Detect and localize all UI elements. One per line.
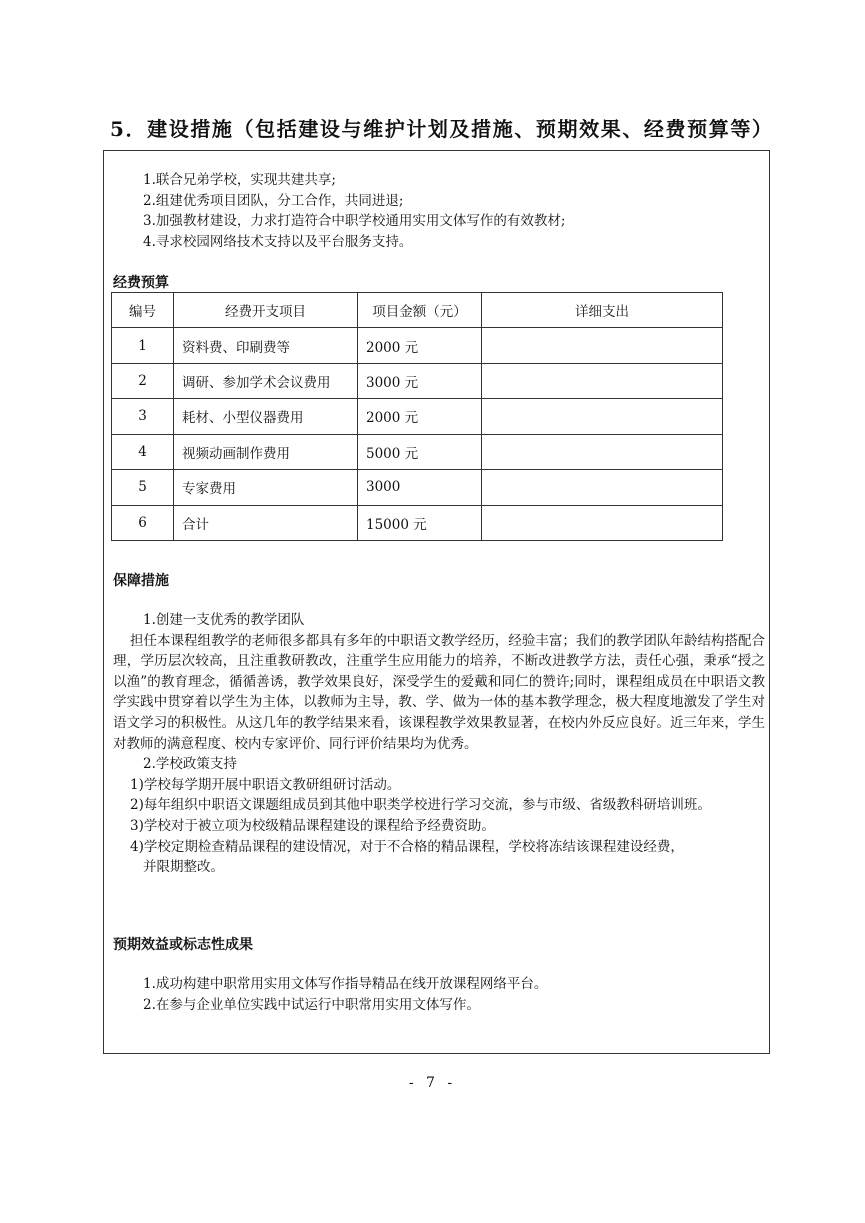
page-number: - 7 - [408, 1075, 457, 1091]
table-row [112, 434, 723, 469]
results-list [143, 974, 547, 1016]
plan-item: 2.组建优秀项目团队，分工合作，共同进退; [143, 192, 404, 209]
row-detail [482, 363, 723, 398]
plan-item: 1.联合兄弟学校，实现共建共享; [143, 172, 336, 188]
row-detail [482, 399, 723, 434]
table-row [112, 470, 723, 505]
policy-item: 2)每年组织中职语文课题组成员到其他中职类学校进行学习交流，参与市级、省级教科研培训班。 [130, 797, 711, 814]
content-frame [103, 150, 770, 1054]
row-no: 3 [112, 399, 174, 434]
row-detail [482, 470, 723, 505]
table-row [112, 328, 723, 363]
budget-table [111, 292, 723, 541]
plan-item: 4.寻求校园网络技术支持以及平台服务支持。 [143, 233, 413, 250]
row-amount: 2000 元 [358, 328, 482, 363]
row-no: 5 [112, 470, 174, 505]
row-no: 4 [112, 434, 174, 469]
policy-item: 3)学校对于被立项为校级精品课程建设的课程给予经费资助。 [130, 817, 495, 834]
column-header-no: 编号 [112, 293, 174, 328]
row-item: 视频动画制作费用 [174, 434, 358, 469]
table-row [112, 399, 723, 434]
plan-list [143, 170, 565, 252]
column-header-amount: 项目金额（元） [358, 293, 482, 328]
measures-heading: 保障措施 [113, 573, 169, 589]
policy-item: 4)学校定期检查精品课程的建设情况，对于不合格的精品课程，学校将冻结该课程建设经费， [130, 838, 684, 855]
table-header-row [112, 293, 723, 328]
measures-body [113, 610, 765, 878]
policy-item: 1)学校每学期开展中职语文教研组研讨活动。 [130, 776, 401, 793]
section-title: 5．建设措施（包括建设与维护计划及措施、预期效果、经费预算等） [110, 117, 774, 141]
row-no: 2 [112, 363, 174, 398]
row-amount: 5000 元 [358, 434, 482, 469]
row-amount: 2000 元 [358, 399, 482, 434]
results-heading: 预期效益或标志性成果 [113, 937, 253, 953]
row-item: 耗材、小型仪器费用 [174, 399, 358, 434]
policy-item-continuation: 并限期整改。 [143, 859, 224, 876]
row-item: 调研、参加学术会议费用 [174, 363, 358, 398]
plan-item: 3.加强教材建设，力求打造符合中职学校通用实用文体写作的有效教材; [143, 213, 566, 229]
team-paragraph: 担任本课程组教学的老师很多都具有多年的中职语文教学经历，经验丰富；我们的教学团队年龄结构搭配合理，学历层次较高，且注重教研教改，注重学生应用能力的培养，不断改进教学方法，责任心强，秉承“授之以渔”的教育理念，循循善诱，教学效果良好，深受学生的爱戴和同仁的赞许;同时，课程组成员在中职语文教学实践中贯穿着以学生为主体，以教师为主导，教、学、做为一体的基本教学理念，极大程度地激发了学生对语文学习的积极性。从这几年的教学结果来看，该课程教学效果教显著，在校内外反应良好。近三年来，学生对教师的满意程度、校内专家评价、同行评价结果均为优秀。 [113, 632, 765, 752]
table-row [112, 505, 723, 540]
row-item: 资料费、印刷费等 [174, 328, 358, 363]
table-row [112, 363, 723, 398]
row-detail [482, 505, 723, 540]
row-no: 1 [112, 328, 174, 363]
row-amount: 3000 [358, 470, 482, 505]
result-item: 2.在参与企业单位实践中试运行中职常用实用文体写作。 [143, 997, 480, 1013]
team-title: 1.创建一支优秀的教学团队 [143, 612, 305, 628]
row-amount: 15000 元 [358, 505, 482, 540]
row-detail [482, 328, 723, 363]
row-no: 6 [112, 505, 174, 540]
column-header-detail: 详细支出 [482, 293, 723, 328]
row-item: 合计 [174, 505, 358, 540]
row-detail [482, 434, 723, 469]
result-item: 1.成功构建中职常用实用文体写作指导精品在线开放课程网络平台。 [143, 976, 548, 992]
policy-title: 2.学校政策支持 [143, 756, 237, 773]
column-header-item: 经费开支项目 [174, 293, 358, 328]
row-item: 专家费用 [174, 470, 358, 505]
budget-heading: 经费预算 [113, 275, 169, 291]
row-amount: 3000 元 [358, 363, 482, 398]
